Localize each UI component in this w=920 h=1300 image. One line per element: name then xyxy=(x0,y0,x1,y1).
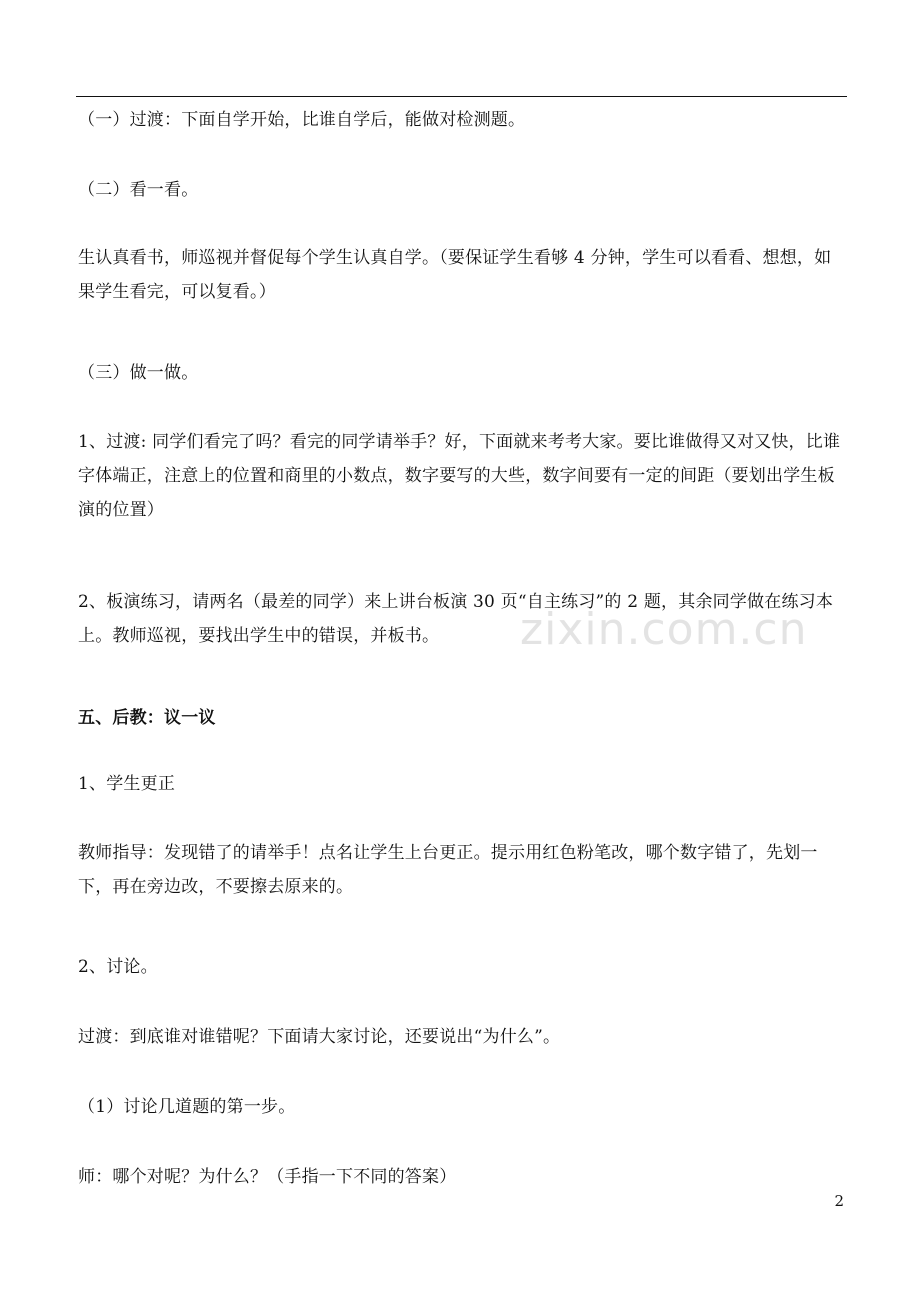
paragraph-discussion: 2、讨论。 xyxy=(78,957,158,977)
paragraph-board-practice: 2、板演练习，请两名（最差的同学）来上讲台板演 30 页“自主练习”的 2 题，其余同学做在练习本上。教师巡视，要找出学生中的错误，并板书。 xyxy=(78,592,834,646)
paragraph-discuss-first-step: （1）讨论几道题的第一步。 xyxy=(78,1097,296,1117)
paragraph-look: （二）看一看。 xyxy=(78,180,199,200)
paragraph-self-study: 生认真看书，师巡视并督促每个学生认真自学。（要保证学生看够 4 分钟，学生可以看看、想想，如果学生看完，可以复看。） xyxy=(78,248,832,302)
paragraph-teacher-question: 师：哪个对呢？为什么？（手指一下不同的答案） xyxy=(78,1167,457,1187)
paragraph-do: （三）做一做。 xyxy=(78,363,199,383)
paragraph-transition-2: 1、过渡: 同学们看完了吗？看完的同学请举手？好，下面就来考考大家。要比谁做得又对又快，比谁字体端正，注意上的位置和商里的小数点，数字要写的大些，数字间要有一定的间距（要划出学生板演的位置） xyxy=(78,432,841,520)
section-heading: 五、后教：议一议 xyxy=(78,708,216,728)
page-number: 2 xyxy=(834,1192,844,1210)
header-rule xyxy=(76,96,847,97)
paragraph-transition-1: （一）过渡：下面自学开始，比谁自学后，能做对检测题。 xyxy=(78,110,526,130)
paragraph-transition-3: 过渡：到底谁对谁错呢？下面请大家讨论，还要说出“为什么”。 xyxy=(78,1027,561,1047)
paragraph-correct: 1、学生更正 xyxy=(78,774,176,794)
watermark: zixin.com.cn xyxy=(520,604,808,655)
paragraph-teacher-guide: 教师指导：发现错了的请举手！点名让学生上台更正。提示用红色粉笔改，哪个数字错了，先划一下，再在旁边改，不要擦去原来的。 xyxy=(78,843,818,897)
